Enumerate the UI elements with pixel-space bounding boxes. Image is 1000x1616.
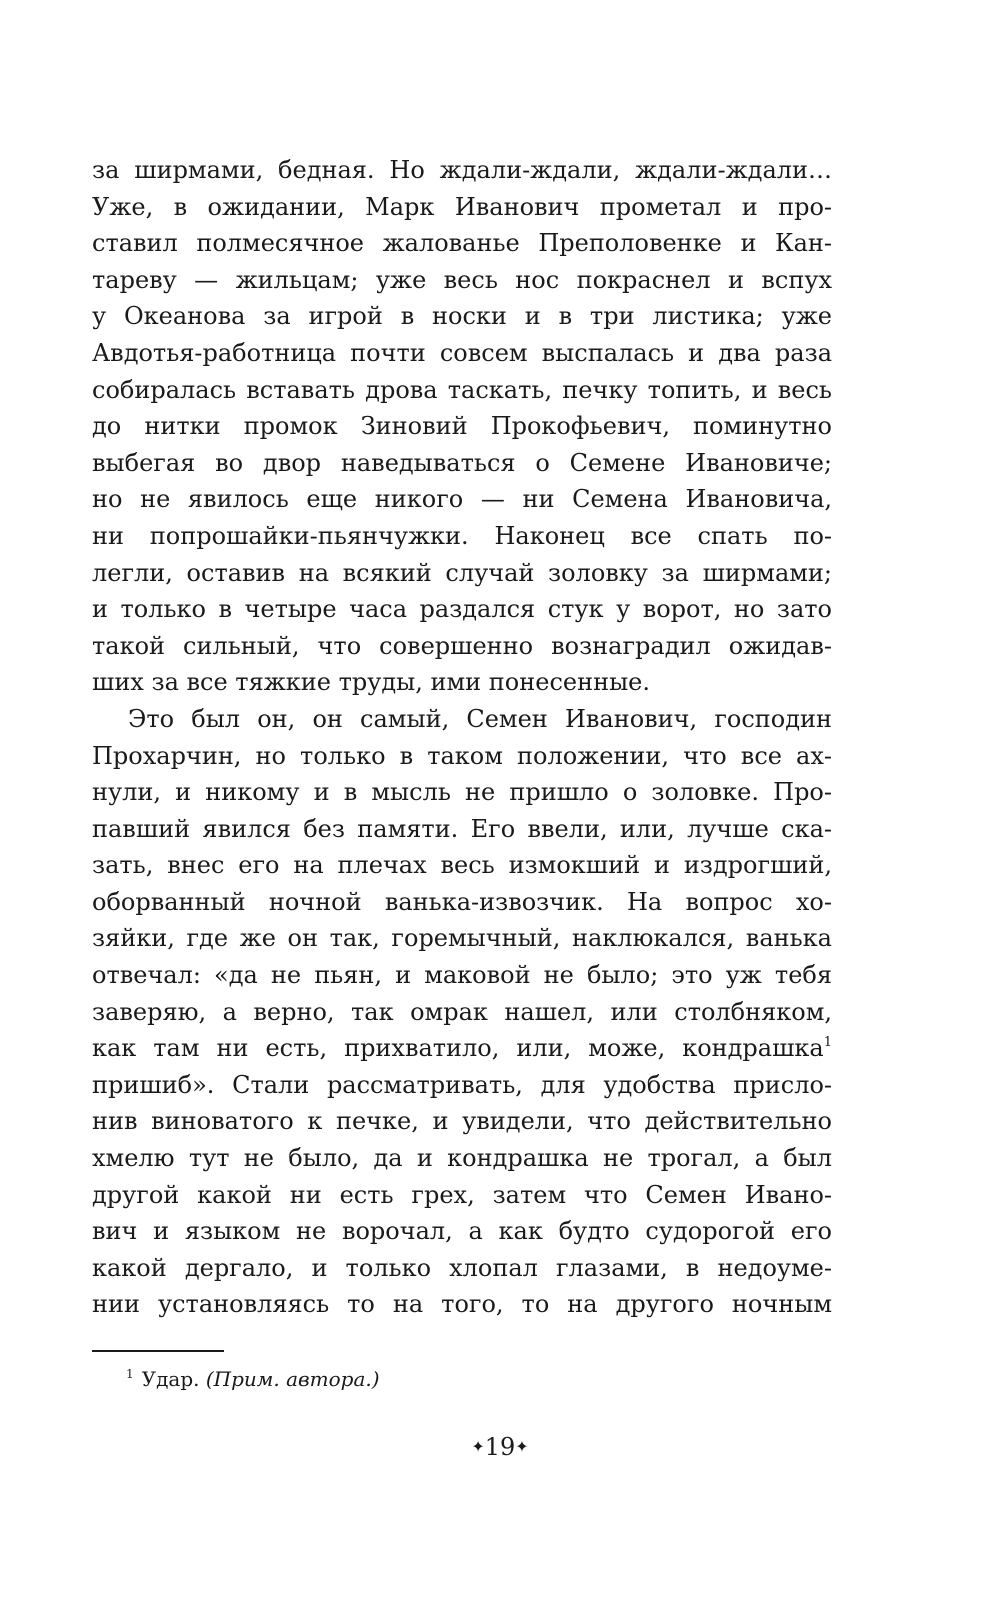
text-line: до нитки промок Зиновий Прокофьевич, поминутно <box>92 412 832 441</box>
text-line: Это был он, он самый, Семен Иванович, господин <box>128 704 832 733</box>
text-line: пришиб». Стали рассматривать, для удобства прислo- <box>92 1070 832 1099</box>
footnote-text: Удар. <box>141 1367 200 1391</box>
text-line: у Океанова за игрой в носки и в три листика; уже <box>92 302 832 331</box>
ornament-left-icon: ✦ <box>471 1437 485 1456</box>
page-number-value: 19 <box>484 1433 516 1461</box>
text-line: вич и языком не ворочал, а как будто судорогой его <box>92 1217 832 1246</box>
text-line-content: как там ни есть, прихватило, или, може, кондрашка <box>92 1034 824 1063</box>
footnote <box>126 1366 380 1392</box>
text-line: выбегая во двор наведываться о Семене Ивановиче; <box>92 448 832 477</box>
body-text <box>92 152 832 1323</box>
text-line: ших за все тяжкие труды, ими понесенные. <box>92 668 651 697</box>
text-line: какой дергало, и только хлопал глазами, в недоуме- <box>92 1253 832 1282</box>
footnote-attribution: (Прим. автора.) <box>205 1367 380 1391</box>
text-line: Прохарчин, но только в таком положении, что все ах- <box>92 741 832 770</box>
text-line: зяйки, где же он так, горемычный, наклюкался, ванька <box>92 924 832 953</box>
text-line: другой какой ни есть грех, затем что Семен Ивано- <box>92 1180 832 1209</box>
text-line: тареву — жильцам; уже весь нос покраснел и вспух <box>92 265 832 294</box>
text-line: такой сильный, что совершенно вознаградил ожидав- <box>92 631 832 660</box>
ornament-right-icon: ✦ <box>515 1437 529 1456</box>
text-line: Авдотья-работница почти совсем выспалась и два раза <box>92 338 832 367</box>
footnote-reference[interactable]: 1 <box>823 1035 832 1051</box>
page-number <box>0 1432 1000 1462</box>
text-line: нули, и никому и в мысль не пришло о золовке. Про- <box>92 778 832 807</box>
text-line: Уже, в ожидании, Марк Иванович прометал и про- <box>92 192 832 221</box>
text-line: ни попрошайки-пьянчужки. Наконец все спать по- <box>92 521 832 550</box>
text-line: нии установляясь то на того, то на другого ночным <box>92 1290 832 1319</box>
text-line: отвечал: «да не пьян, и маковой не было; это уж тебя <box>92 961 832 990</box>
text-line: нив виноватого к печке, и увидели, что действительно <box>92 1107 832 1136</box>
text-line: заверяю, а верно, так омрак нашел, или столбняком, <box>92 997 832 1026</box>
text-line-with-footnote <box>92 1030 832 1067</box>
text-line: за ширмами, бедная. Но ждали-ждали, ждали-ждали… <box>92 156 832 184</box>
text-line: ставил полмесячное жалованье Преполовенке и Кан- <box>92 229 832 258</box>
text-line: оборванный ночной ванька-извозчик. На вопрос хо- <box>92 887 832 916</box>
text-line: зать, внес его на плечах весь измокший и издрогший, <box>92 851 832 880</box>
text-line: хмелю тут не было, да и кондрашка не трогал, а был <box>92 1144 832 1173</box>
text-line: павший явился без памяти. Его ввели, или, лучше ска- <box>92 814 832 843</box>
text-line: и только в четыре часа раздался стук у ворот, но зато <box>92 595 832 624</box>
footnote-marker: 1 <box>126 1367 134 1381</box>
text-line: собиралась вставать дрова таскать, печку топить, и весь <box>92 375 832 404</box>
text-line: легли, оставив на всякий случай золовку за ширмами; <box>92 558 832 587</box>
text-line: но не явилось еще никого — ни Семена Ивановича, <box>92 485 832 514</box>
footnote-divider <box>92 1350 224 1352</box>
